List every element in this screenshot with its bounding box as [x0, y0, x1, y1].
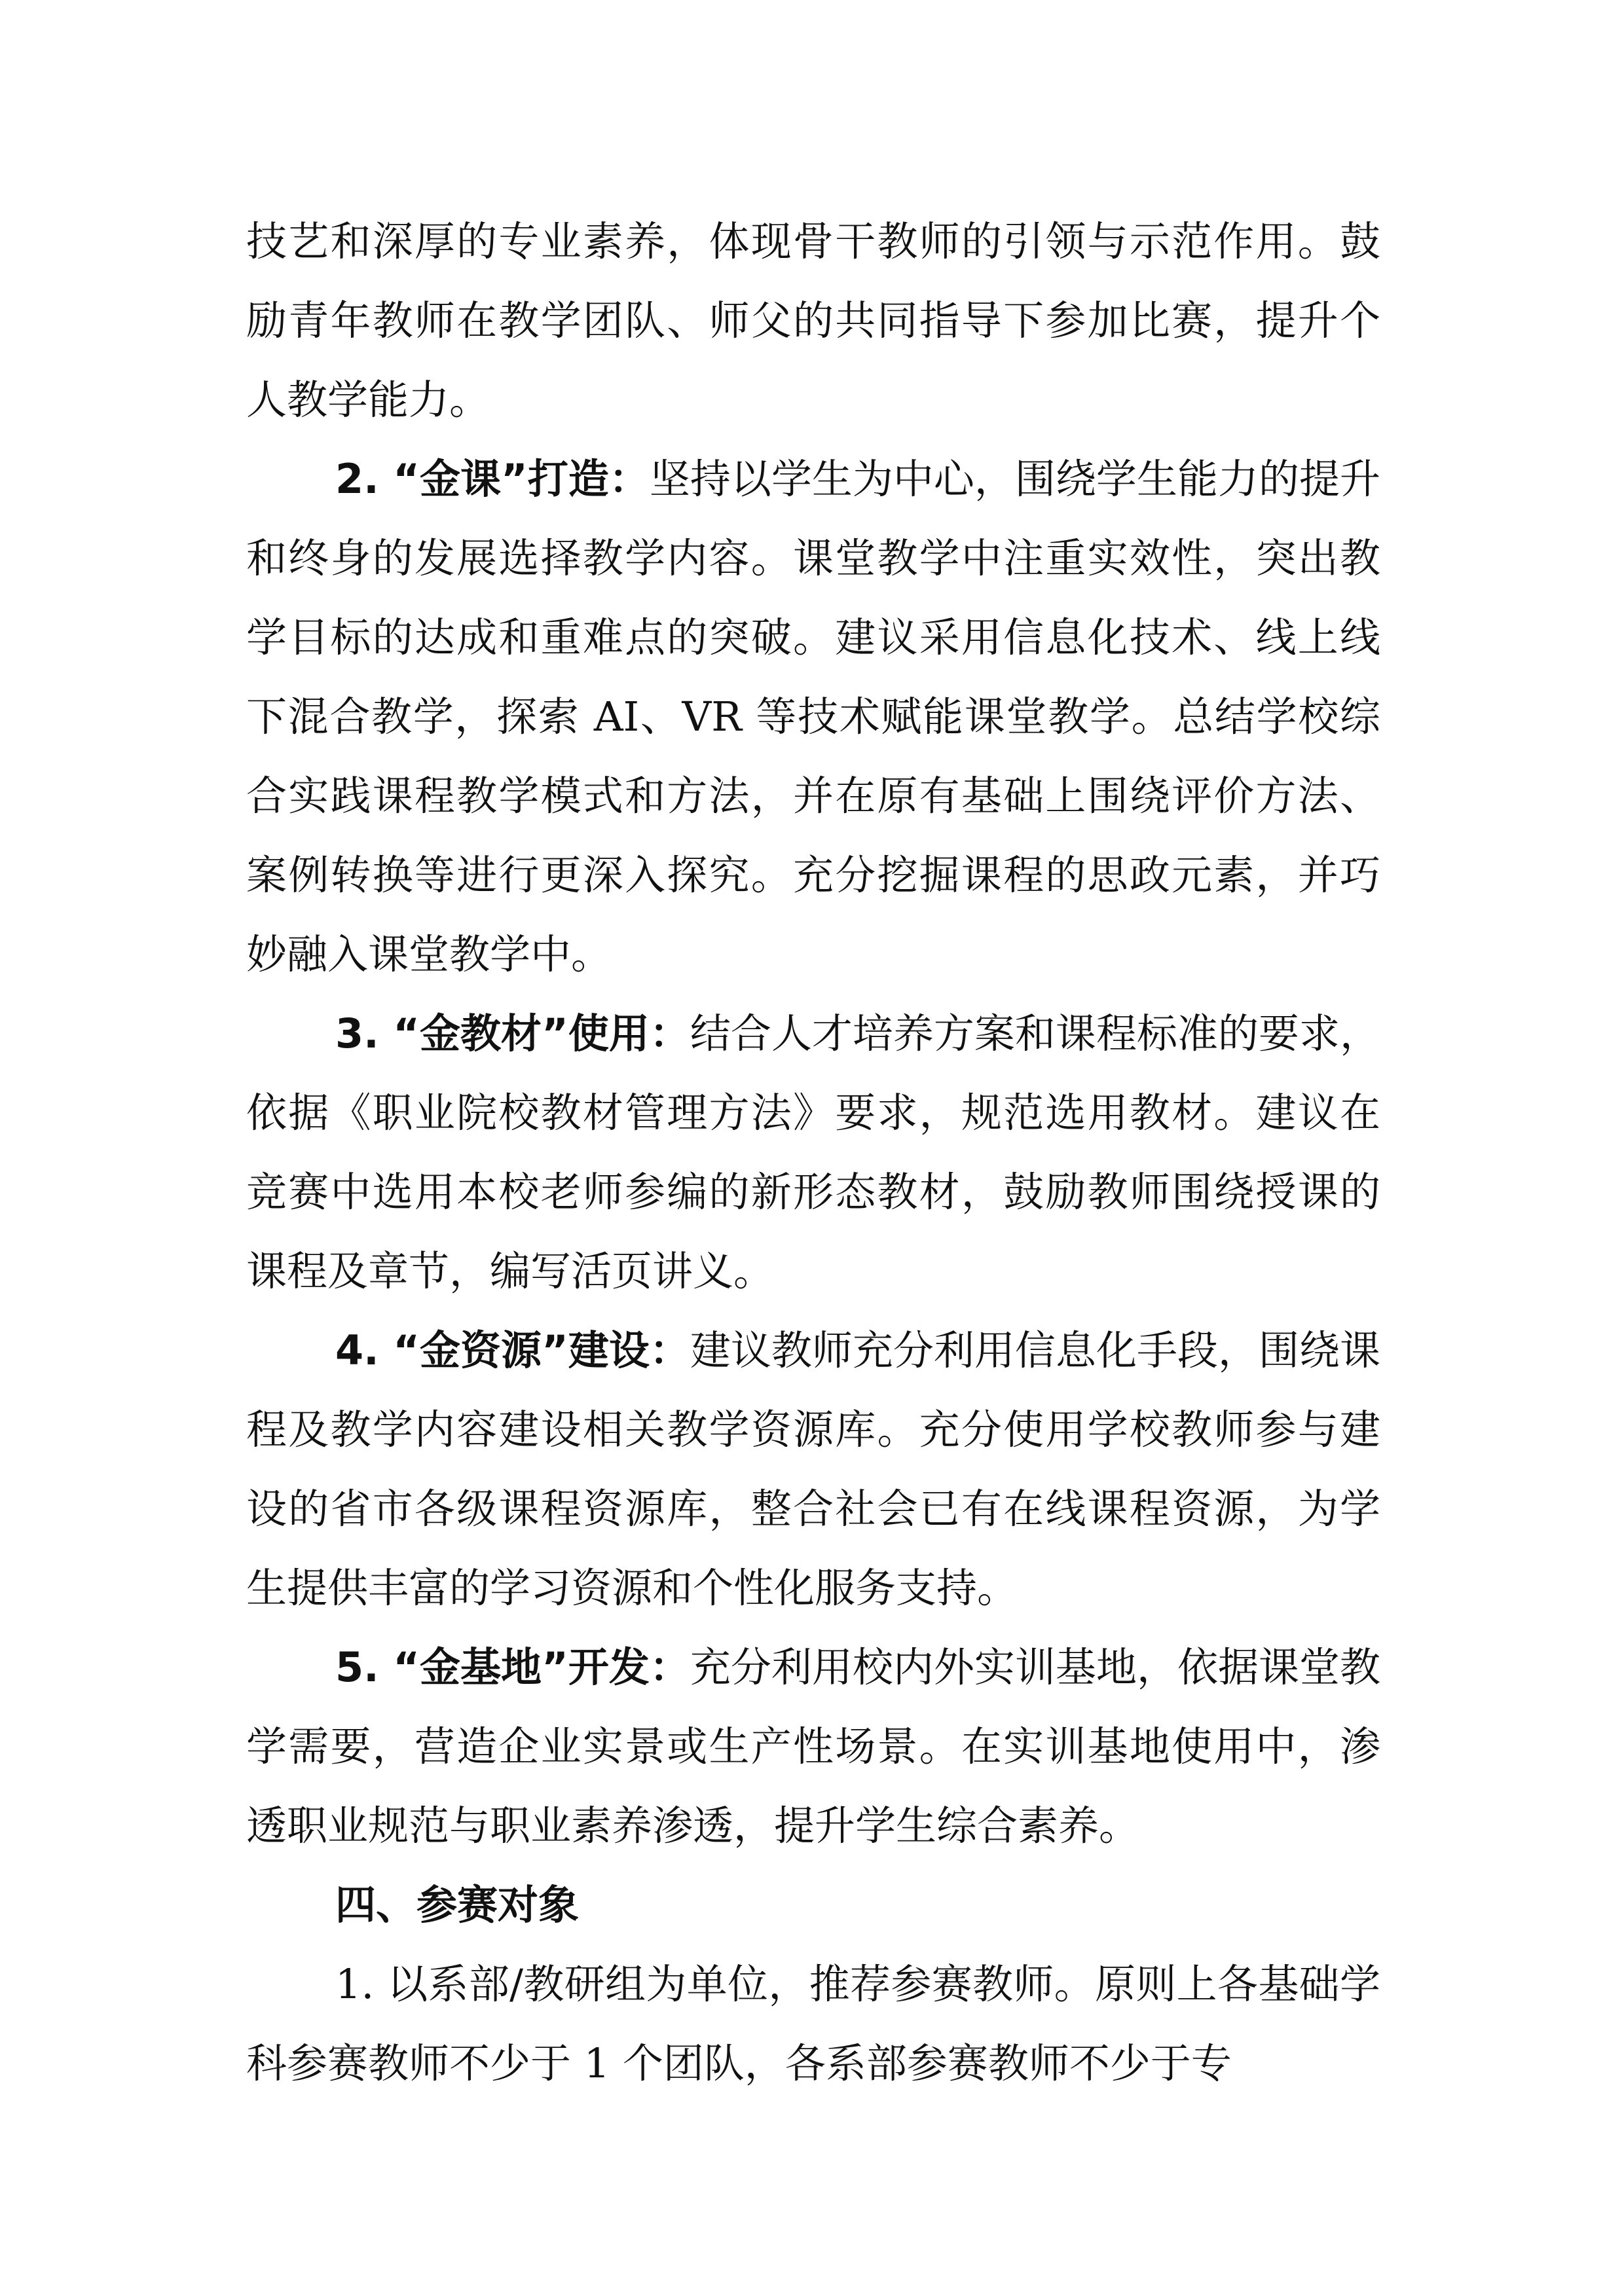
item-text: 结合人才培养方案和课程标准的要求，依据《职业院校教材管理方法》要求，规范选用教材。建议在竞赛中选用本校老师参编的新形态教材，鼓励教师围绕授课的课程及章节，编写活页讲义。	[246, 1010, 1380, 1295]
item-lead: 4. “金资源”建设：	[335, 1326, 690, 1374]
document-body	[246, 202, 1380, 2103]
item-text: 建议教师充分利用信息化手段，围绕课程及教学内容建设相关教学资源库。充分使用学校教师参与建设的省市各级课程资源库，整合社会已有在线课程资源，为学生提供丰富的学习资源和个性化服务支持。	[246, 1326, 1380, 1612]
item-text: 坚持以学生为中心，围绕学生能力的提升和终身的发展选择教学内容。课堂教学中注重实效性，突出教学目标的达成和重难点的突破。建议采用信息化技术、线上线下混合教学，探索 AI、VR 等技术赋能课堂教学。总结学校综合实践课程教学模式和方法，并在原有基础上围绕评价方法、案例转换等进行更深入探究。充分挖掘课程的思政元素，并巧妙融入课堂教学中。	[246, 455, 1380, 978]
item-lead: 3. “金教材”使用：	[335, 1010, 690, 1057]
item-golden-course	[246, 439, 1380, 994]
item-golden-textbook	[246, 994, 1380, 1311]
item-text: 充分利用校内外实训基地，依据课堂教学需要，营造企业实景或生产性场景。在实训基地使用中，渗透职业规范与职业素养渗透，提升学生综合素养。	[246, 1643, 1380, 1850]
item-lead: 5. “金基地”开发：	[335, 1643, 690, 1691]
item-lead: 2. “金课”打造：	[335, 455, 650, 503]
item-golden-resources	[246, 1311, 1380, 1628]
final-paragraph: 1. 以系部/教研组为单位，推荐参赛教师。原则上各基础学科参赛教师不少于 1 个团队，各系部参赛教师不少于专	[246, 1960, 1380, 2087]
item-golden-base	[246, 1628, 1380, 1865]
section-heading: 四、参赛对象	[335, 1881, 580, 1929]
continuation-paragraph: 技艺和深厚的专业素养，体现骨干教师的引领与示范作用。鼓励青年教师在教学团队、师父的共同指导下参加比赛，提升个人教学能力。	[246, 217, 1380, 424]
